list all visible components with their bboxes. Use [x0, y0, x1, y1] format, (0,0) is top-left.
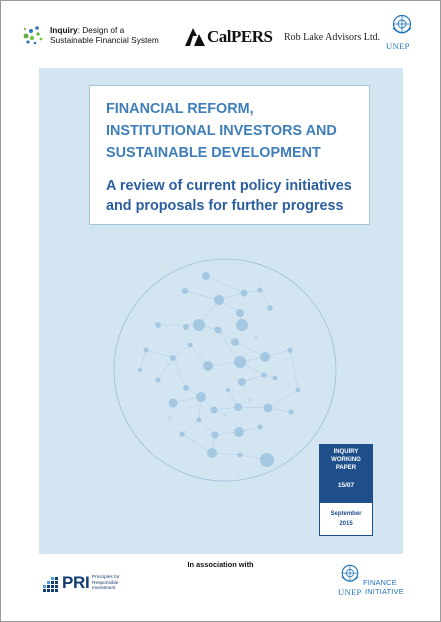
association-label: In association with [187, 560, 254, 569]
unep-fi-finance: FINANCE [363, 578, 397, 587]
calpers-logo: CalPERS [207, 27, 273, 46]
pri-grid-icon [41, 577, 61, 593]
unep-fi-emblem-icon [339, 563, 361, 585]
report-title: FINANCIAL REFORM, INSTITUTIONAL INVESTORS AND SUSTAINABLE DEVELOPMENT [106, 101, 337, 161]
inquiry-wordmark: Inquiry: Design of a Sustainable Financial System [50, 25, 159, 45]
rob-lake-logo: Rob Lake Advisors Ltd. [284, 32, 381, 43]
unep-fi-wordmark: UNEP [338, 587, 362, 597]
badge-series: INQUIRY WORKING PAPER 15/07 [319, 444, 373, 502]
unep-fi-initiative: INITIATIVE [365, 587, 404, 596]
unep-wordmark: UNEP [386, 41, 410, 51]
working-paper-badge [319, 444, 373, 536]
pri-logo: PRI [62, 573, 90, 592]
report-subtitle: A review of current policy initiatives and proposals for further progress [106, 178, 352, 214]
badge-date: September 2015 [319, 502, 373, 536]
pri-tagline: Principles for Responsible Investment [92, 575, 120, 592]
badge-number: 15/07 [337, 482, 355, 489]
